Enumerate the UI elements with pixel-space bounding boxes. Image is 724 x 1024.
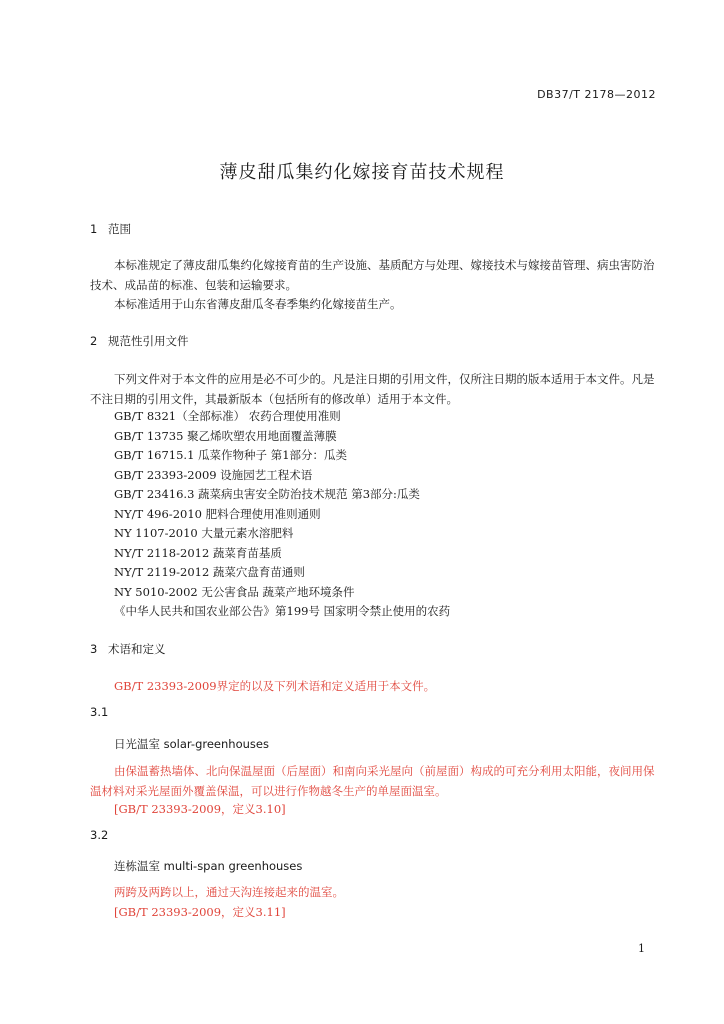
term-3-1-name: 日光温室 solar-greenhouses — [114, 737, 269, 751]
reference-item: NY 1107-2010 大量元素水溶肥料 — [114, 526, 294, 540]
reference-item: NY/T 2118-2012 蔬菜育苗基质 — [114, 546, 282, 560]
section-2-title: 规范性引用文件 — [108, 334, 189, 348]
term-3-1-source: [GB/T 23393-2009，定义3.10] — [114, 802, 286, 816]
term-3-2-number: 3.2 — [90, 828, 109, 842]
reference-item: GB/T 23393-2009 设施园艺工程术语 — [114, 468, 313, 482]
section-2-number: 2 — [90, 334, 98, 348]
section-3-number: 3 — [90, 642, 98, 656]
term-3-2-name: 连栋温室 multi-span greenhouses — [114, 859, 303, 873]
reference-item: GB/T 8321（全部标准） 农药合理使用准则 — [114, 409, 341, 423]
term-3-2-source: [GB/T 23393-2009，定义3.11] — [114, 905, 286, 919]
reference-item: NY/T 496-2010 肥料合理使用准则通则 — [114, 507, 321, 521]
standard-code: DB37/T 2178—2012 — [537, 88, 656, 101]
section-2-intro: 下列文件对于本文件的应用是必不可少的。凡是注日期的引用文件，仅所注日期的版本适用于本文件。凡是不注日期的引用文件，其最新版本（包括所有的修改单）适用于本文件。 — [90, 372, 655, 406]
section-3-title: 术语和定义 — [108, 642, 166, 656]
reference-item: GB/T 16715.1 瓜菜作物种子 第1部分：瓜类 — [114, 448, 348, 462]
section-1-paragraph-1: 本标准规定了薄皮甜瓜集约化嫁接育苗的生产设施、基质配方与处理、嫁接技术与嫁接苗管理、病虫害防治技术、成品苗的标准、包装和运输要求。 — [90, 258, 655, 292]
term-3-1-number: 3.1 — [90, 705, 109, 719]
section-1-title: 范围 — [108, 222, 131, 236]
section-3-intro: GB/T 23393-2009界定的以及下列术语和定义适用于本文件。 — [114, 679, 436, 693]
section-3-heading — [90, 641, 166, 657]
section-1-heading — [90, 221, 131, 237]
section-1-number: 1 — [90, 222, 98, 236]
reference-item: 《中华人民共和国农业部公告》第199号 国家明令禁止使用的农药 — [114, 604, 451, 618]
term-3-1-definition: 由保温蓄热墙体、北向保温屋面（后屋面）和南向采光屋向（前屋面）构成的可充分利用太阳能，夜间用保温材料对采光屋面外覆盖保温，可以进行作物越冬生产的单屋面温室。 — [90, 764, 655, 798]
reference-item: GB/T 23416.3 蔬菜病虫害安全防治技术规范 第3部分:瓜类 — [114, 487, 420, 501]
term-3-2-definition: 两跨及两跨以上，通过天沟连接起来的温室。 — [114, 885, 344, 899]
reference-item: NY/T 2119-2012 蔬菜穴盘育苗通则 — [114, 565, 305, 579]
document-title: 薄皮甜瓜集约化嫁接育苗技术规程 — [219, 162, 505, 183]
page-number: 1 — [638, 942, 645, 955]
reference-item: GB/T 13735 聚乙烯吹塑农用地面覆盖薄膜 — [114, 429, 337, 443]
section-1-paragraph-2: 本标准适用于山东省薄皮甜瓜冬春季集约化嫁接苗生产。 — [114, 297, 402, 311]
reference-item: NY 5010-2002 无公害食品 蔬菜产地环境条件 — [114, 585, 355, 599]
section-2-heading — [90, 333, 189, 349]
